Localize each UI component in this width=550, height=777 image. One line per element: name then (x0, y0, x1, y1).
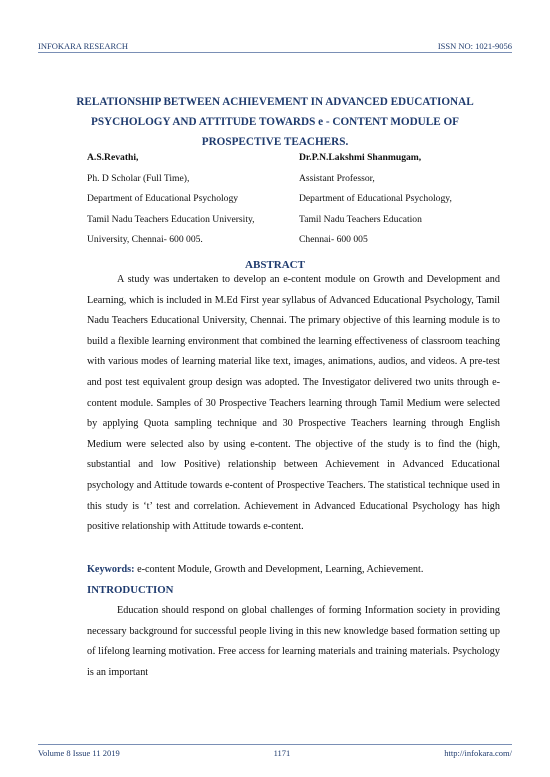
journal-url: http://infokara.com/ (444, 748, 512, 758)
paper-title: RELATIONSHIP BETWEEN ACHIEVEMENT IN ADVANCED EDUCATIONAL PSYCHOLOGY AND ATTITUDE TOWARDS e - CONTENT MODULE OF PROSPECTIVE TEACHERS. (76, 96, 474, 148)
keywords-label: Keywords: (87, 564, 135, 575)
running-footer (38, 748, 512, 758)
author-2-line: Assistant Professor, (299, 172, 375, 184)
running-header (38, 41, 512, 51)
header-rule (38, 52, 512, 53)
issn: ISSN NO: 1021-9056 (437, 41, 512, 51)
journal-name: INFOKARA RESEARCH (38, 41, 128, 51)
author-1-line: Department of Educational Psychology (87, 193, 239, 205)
introduction-paragraph: Education should respond on global challenges of forming Information society in providing necessary background for successful people living in this new knowledge based formation setting up of lifelong learning motivation. Free access for learning materials and training materials. Psychology is an important (87, 605, 500, 678)
author-1-line: University, Chennai- 600 005. (87, 234, 203, 246)
keywords-line (87, 560, 500, 581)
abstract-body (87, 270, 500, 538)
author-1-line: Ph. D Scholar (Full Time), (87, 172, 190, 184)
author-2-line: Department of Educational Psychology, (299, 193, 452, 205)
author-block (87, 148, 490, 251)
author-2-name: Dr.P.N.Lakshmi Shanmugam, (299, 152, 422, 163)
abstract-heading: ABSTRACT (245, 259, 305, 271)
keywords-text: e-content Module, Growth and Development, Learning, Achievement. (134, 564, 424, 575)
abstract-paragraph: A study was undertaken to develop an e-content module on Growth and Development and Learning, which is included in M.Ed First year syllabus of Advanced Educational Psychology, Tamil Nadu Teachers Educational University, Chennai. The primary objective of this learning module is to build a flexible learning environment that combined the learning effectiveness of classroom teaching with various modes of learning material like text, images, animations, audios, and videos. A pre-test and post test equivalent group design was adopted. The Investigator delivered two units through e-content module. Samples of 30 Prospective Teachers learning through Tamil Medium were selected by applying Quota sampling technique and 30 Prospective Teachers learning through English Medium were selected also by using e-content. The objective of the study is to find the (high, substantial and low Positive) relationship between Achievement in Advanced Educational psychology and Attitude towards e-content of Prospective Teachers. The statistical technique used in this study is ‘t’ test and correlation. Achievement in Advanced Educational Psychology has high positive relationship with Attitude towards e-content. (87, 274, 500, 533)
author-2-line: Chennai- 600 005 (299, 234, 368, 246)
author-2-line: Tamil Nadu Teachers Education (299, 213, 422, 225)
author-1-name: A.S.Revathi, (87, 152, 139, 163)
author-1-line: Tamil Nadu Teachers Education University, (87, 213, 255, 225)
page-number: 1171 (273, 748, 291, 758)
footer-rule (38, 744, 512, 745)
introduction-heading: INTRODUCTION (87, 584, 174, 596)
volume-issue: Volume 8 Issue 11 2019 (38, 748, 120, 758)
introduction-body (87, 601, 500, 683)
